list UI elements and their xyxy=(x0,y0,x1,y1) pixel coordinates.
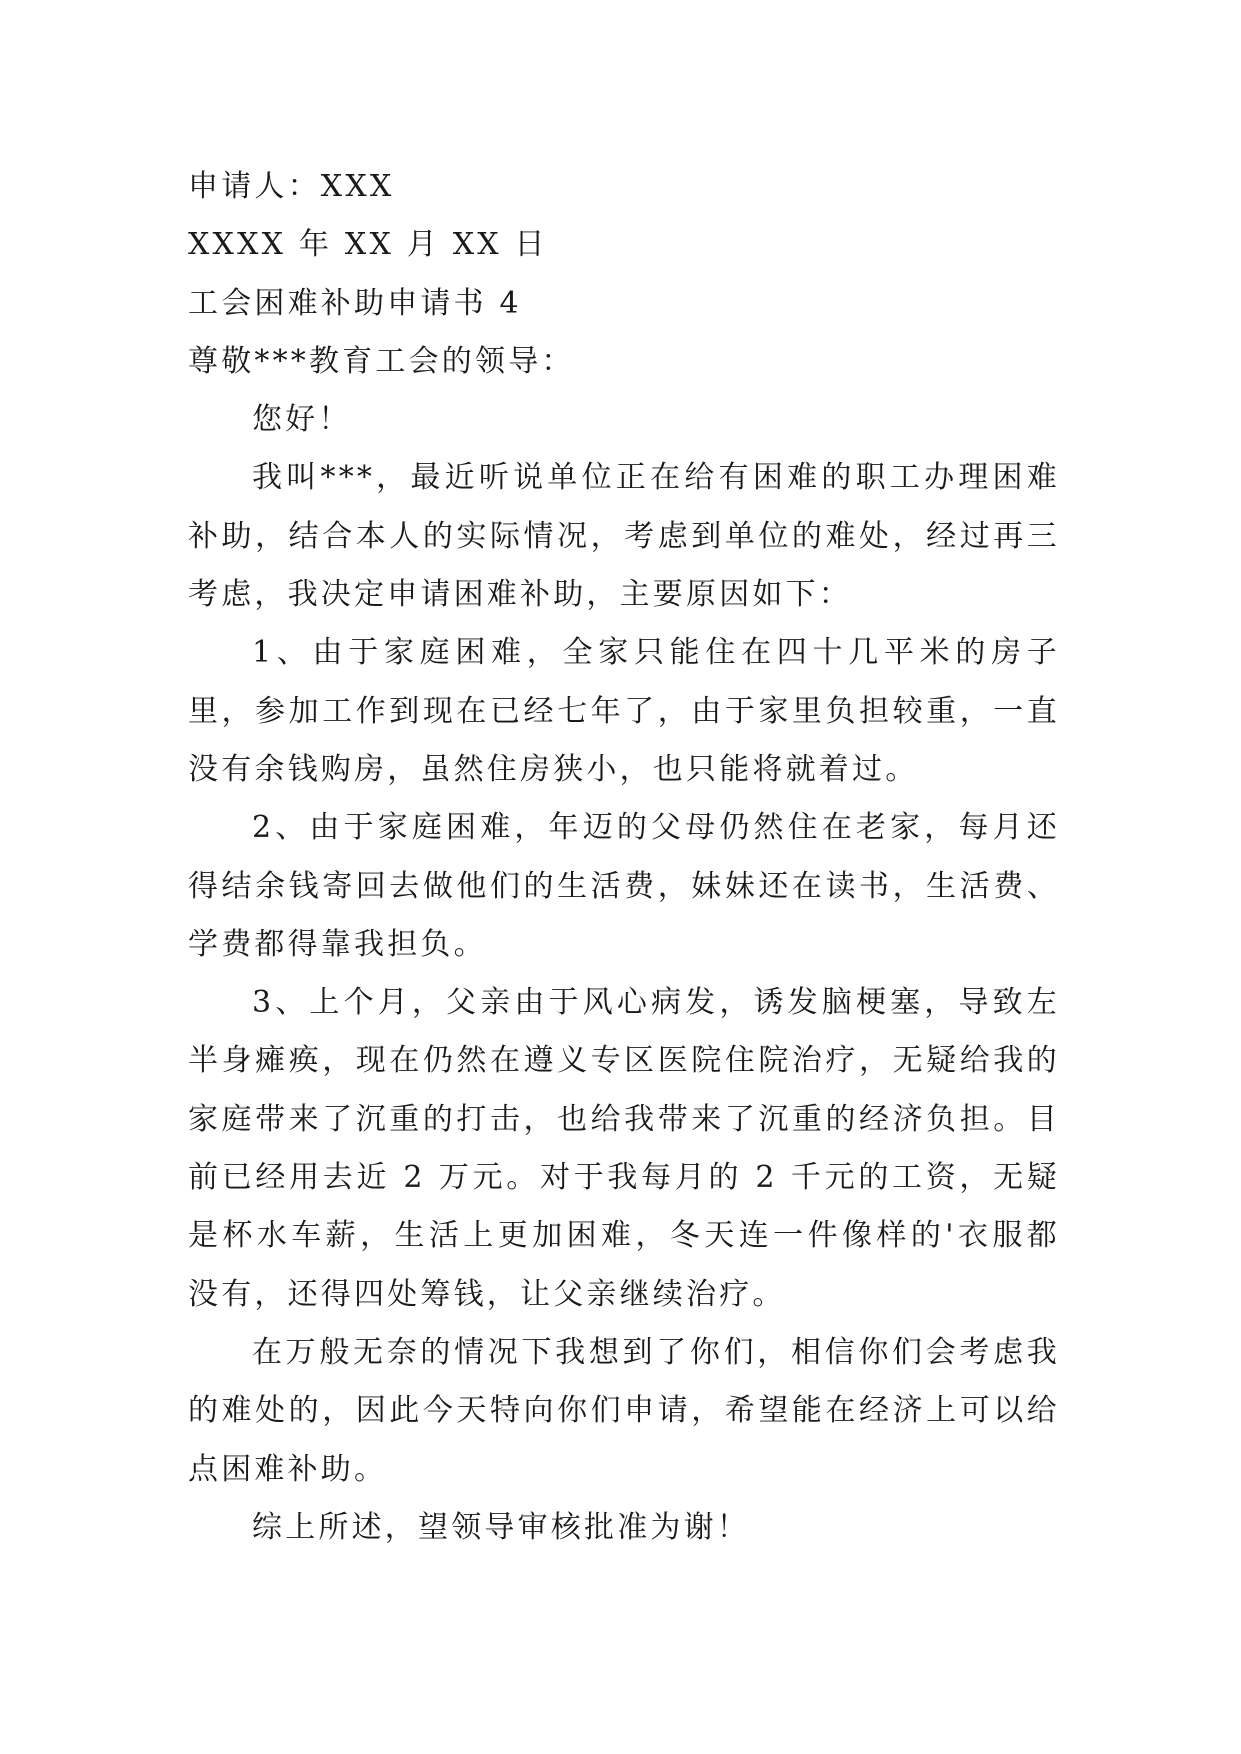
paragraph-reason-3: 3、上个月，父亲由于风心病发，诱发脑梗塞，导致左半身瘫痪，现在仍然在遵义专区医院住院治疗，无疑给我的家庭带来了沉重的打击，也给我带来了沉重的经济负担。目前已经用去近 2 万元。对于我每月的 2 千元的工资，无疑是杯水车薪，生活上更加困难，冬天连一件像样的'衣服都没有，还得四处筹钱，让父亲继续治疗。 xyxy=(188,985,1060,1312)
paragraph-intro: 我叫***，最近听说单位正在给有困难的职工办理困难补助，结合本人的实际情况，考虑到单位的难处，经过再三考虑，我决定申请困难补助，主要原因如下： xyxy=(188,460,1060,613)
applicant-line: 申请人：XXX xyxy=(188,169,395,204)
greeting: 您好！ xyxy=(252,402,352,438)
paragraph-reason-1: 1、由于家庭困难，全家只能住在四十几平米的房子里，参加工作到现在已经七年了，由于家里负担较重，一直没有余钱购房，虽然住房狭小，也只能将就着过。 xyxy=(188,635,1060,787)
date-line: XXXX 年 XX 月 XX 日 xyxy=(188,227,548,263)
document-body xyxy=(188,158,1060,1557)
document-title: 工会困难补助申请书 4 xyxy=(188,285,522,321)
paragraph-reason-2: 2、由于家庭困难，年迈的父母仍然住在老家，每月还得结余钱寄回去做他们的生活费，妹妹还在读书，生活费、学费都得靠我担负。 xyxy=(188,810,1060,962)
closing-line: 综上所述，望领导审核批准为谢！ xyxy=(252,1509,750,1545)
salutation: 尊敬***教育工会的领导： xyxy=(188,343,575,379)
paragraph-request: 在万般无奈的情况下我想到了你们，相信你们会考虑我的难处的，因此今天特向你们申请，希望能在经济上可以给点困难补助。 xyxy=(188,1334,1060,1487)
